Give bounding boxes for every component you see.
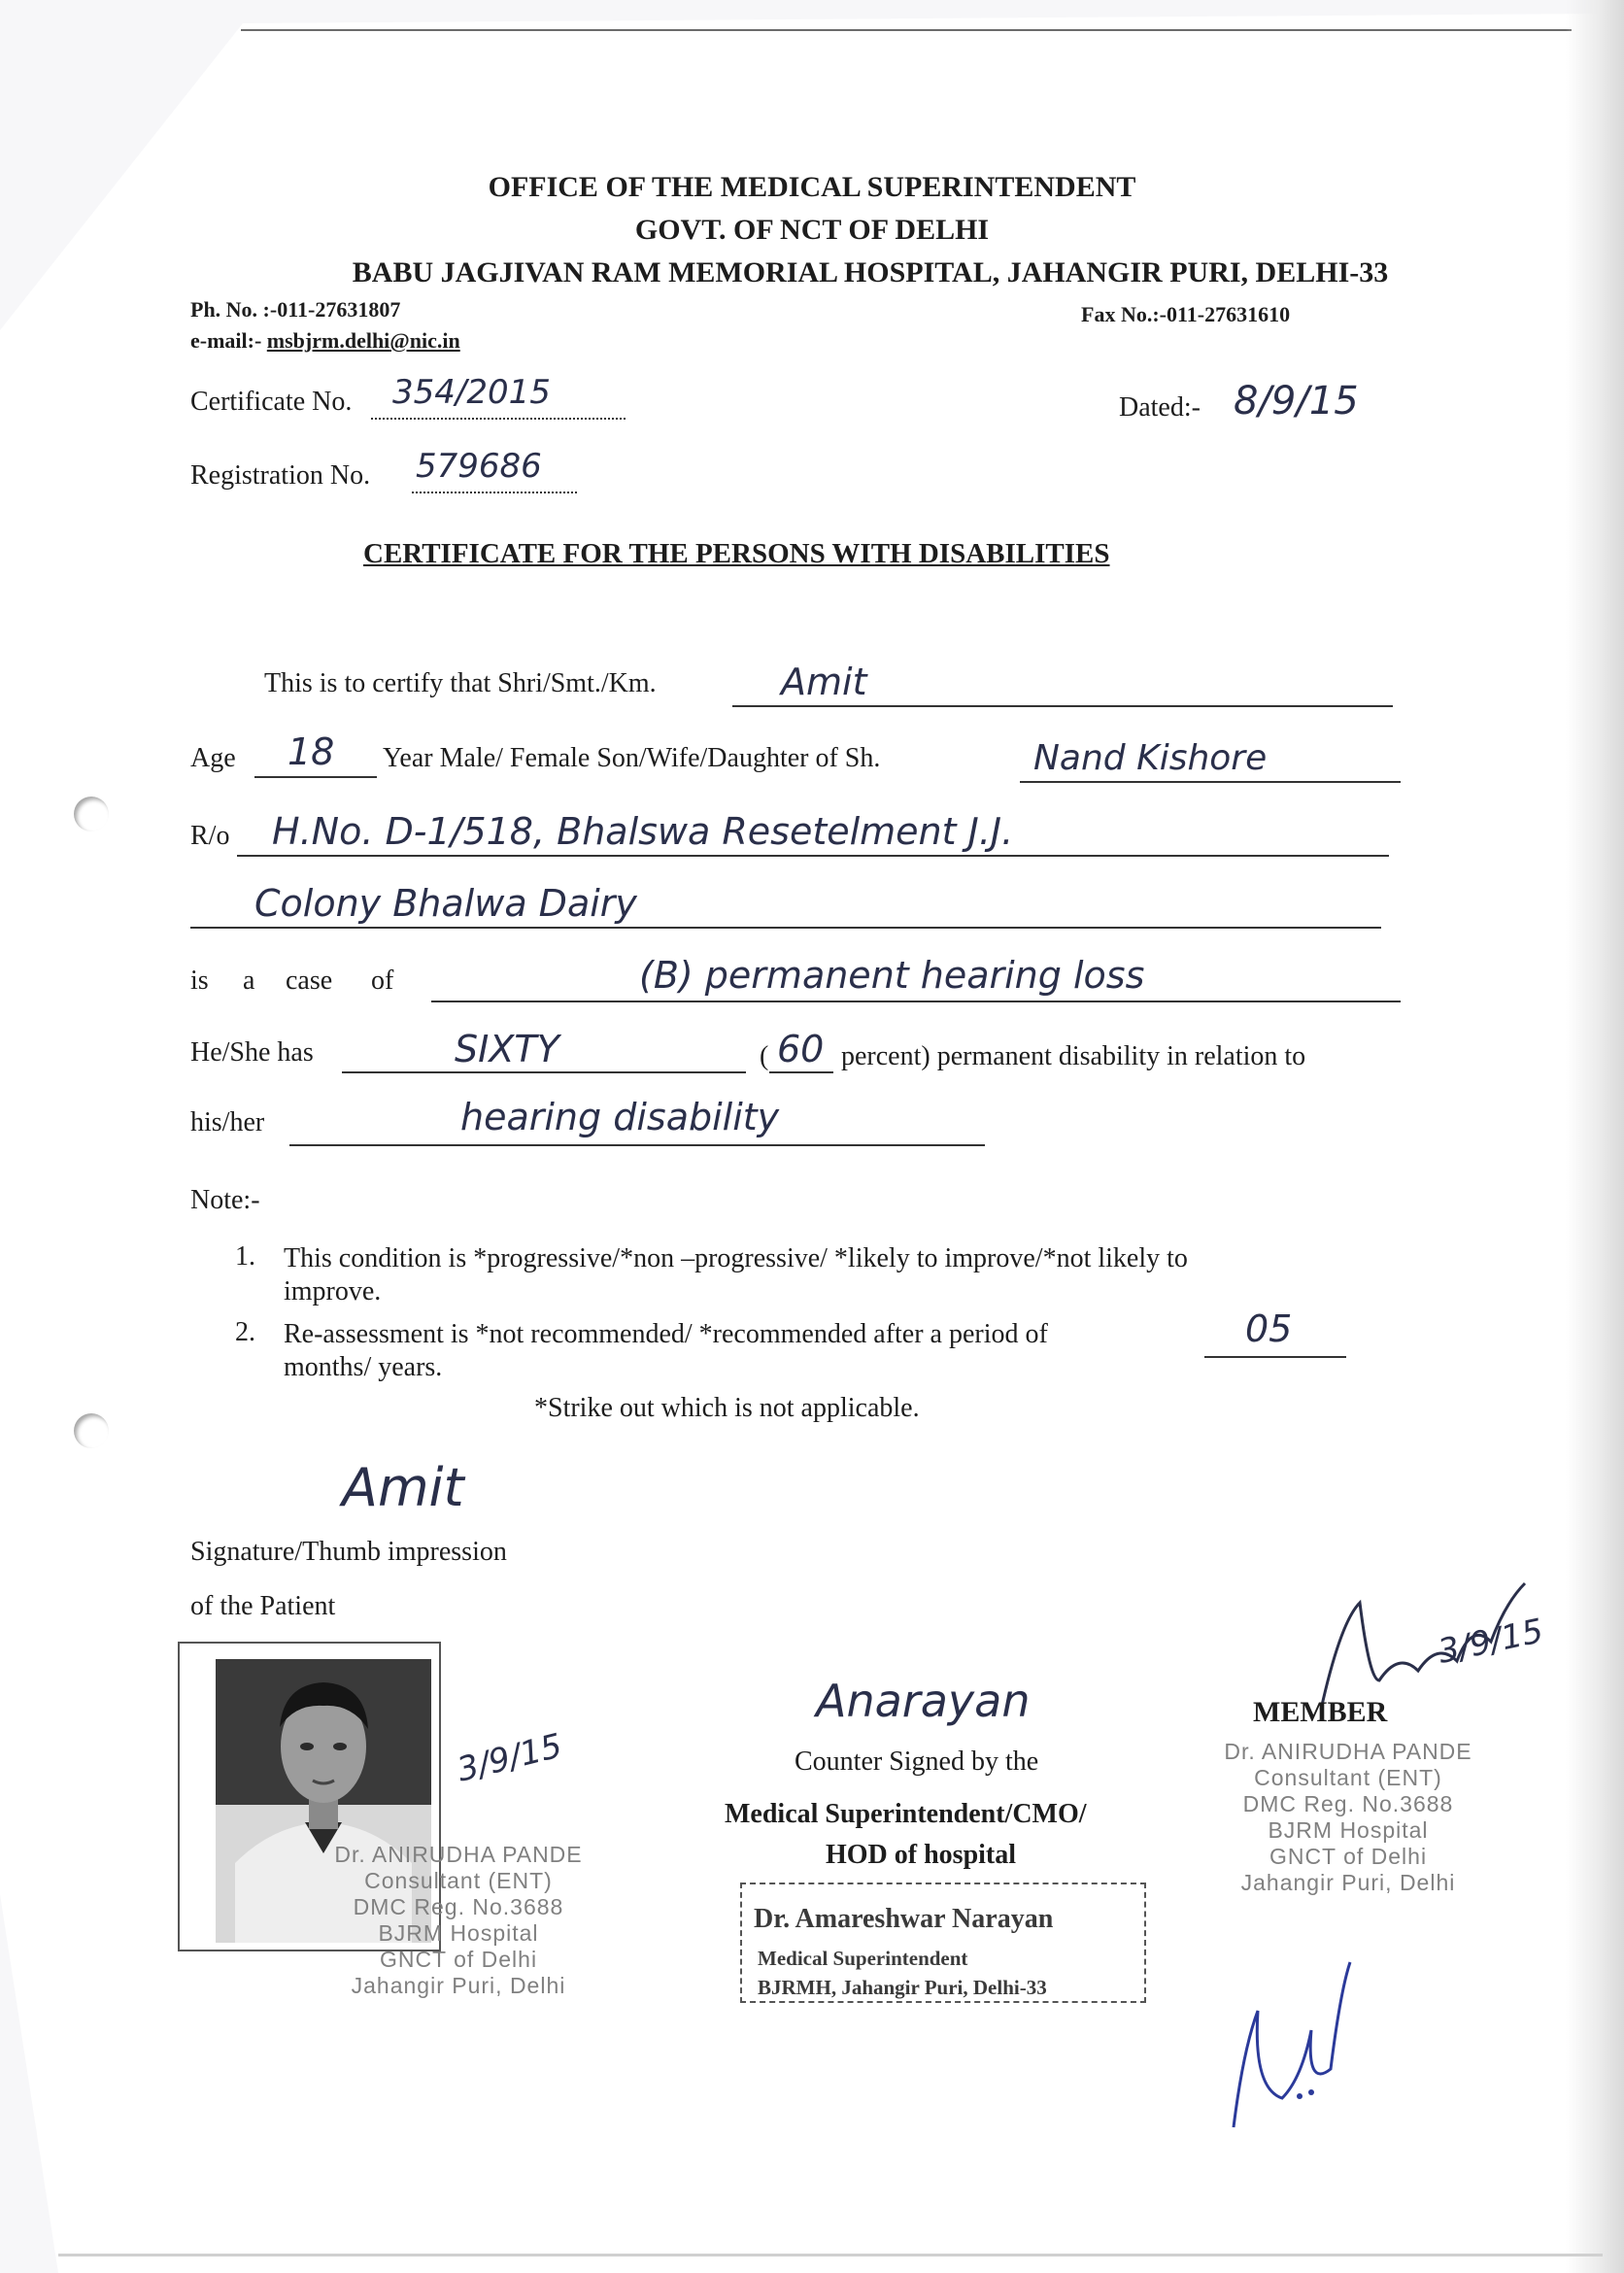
father-name: Nand Kishore bbox=[1033, 738, 1268, 778]
age-label: Age bbox=[190, 743, 236, 773]
punch-hole-top bbox=[74, 797, 109, 831]
age-line bbox=[254, 776, 377, 778]
member-stamp-line-5: GNCT of Delhi bbox=[1269, 1844, 1428, 1869]
percent-words-line bbox=[342, 1071, 746, 1073]
member-stamp-line-4: BJRM Hospital bbox=[1268, 1817, 1429, 1843]
superintendent-stamp-address: BJRMH, Jahangir Puri, Delhi-33 bbox=[758, 1976, 1047, 1999]
phone-number: Ph. No. :-011-27631807 bbox=[190, 297, 401, 322]
counter-designation: Medical Superintendent/CMO/ bbox=[725, 1799, 1087, 1829]
case-word-is: is bbox=[190, 966, 209, 996]
age-value: 18 bbox=[288, 730, 335, 773]
counter-hod-label: HOD of hospital bbox=[826, 1840, 1017, 1870]
certificate-number-label: Certificate No. bbox=[190, 387, 353, 417]
photo-stamp-line-1: Dr. ANIRUDHA PANDE bbox=[334, 1842, 583, 1867]
certify-text: This is to certify that Shri/Smt./Km. bbox=[264, 668, 657, 698]
note-2-period-value: 05 bbox=[1245, 1307, 1293, 1350]
certificate-title: CERTIFICATE FOR THE PERSONS WITH DISABILITIES bbox=[363, 538, 1110, 569]
relation-text: Year Male/ Female Son/Wife/Daughter of Sh. bbox=[383, 743, 881, 773]
note-2-line-2: months/ years. bbox=[284, 1352, 443, 1382]
has-label: He/She has bbox=[190, 1037, 314, 1068]
case-word-case: case bbox=[286, 966, 333, 996]
dated-label: Dated:- bbox=[1119, 392, 1201, 423]
member-stamp-line-2: Consultant (ENT) bbox=[1254, 1765, 1442, 1790]
relation-value: hearing disability bbox=[460, 1096, 780, 1138]
note-2-number: 2. bbox=[235, 1317, 255, 1347]
member-stamp-line-6: Jahangir Puri, Delhi bbox=[1240, 1870, 1456, 1895]
sheet-bottom-edge bbox=[58, 2254, 1603, 2256]
address-value-2: Colony Bhalwa Dairy bbox=[254, 882, 637, 925]
member-label: MEMBER bbox=[1253, 1696, 1388, 1728]
hisher-label: his/her bbox=[190, 1107, 265, 1137]
case-word-of: of bbox=[371, 966, 394, 996]
address-value-1: H.No. D-1/518, Bhalswa Resetelment J.J. bbox=[272, 810, 1014, 853]
sheet-top-edge bbox=[241, 29, 1572, 31]
sheet-right-shadow bbox=[1566, 0, 1624, 2273]
father-line bbox=[1020, 781, 1401, 783]
patient-signature-label-2: of the Patient bbox=[190, 1591, 336, 1621]
registration-value: 579686 bbox=[416, 447, 542, 486]
note-1-number: 1. bbox=[235, 1241, 255, 1272]
note-1-line-2: improve. bbox=[284, 1276, 382, 1306]
dated-value: 8/9/15 bbox=[1234, 379, 1359, 424]
case-value: (B) permanent hearing loss bbox=[639, 954, 1145, 997]
photo-signature-date: 3/9/15 bbox=[453, 1726, 566, 1790]
note-1-line-1: This condition is *progressive/*non –progressive/ *likely to improve/*not likely to bbox=[284, 1243, 1188, 1273]
ro-label: R/o bbox=[190, 821, 230, 851]
strike-note: *Strike out which is not applicable. bbox=[534, 1393, 920, 1423]
member-doctor-stamp bbox=[1193, 1739, 1504, 1896]
patient-name: Amit bbox=[781, 661, 867, 703]
registration-dots bbox=[412, 492, 577, 493]
certificate-number-dots bbox=[371, 418, 626, 420]
blue-initials-signature bbox=[1214, 1952, 1370, 2137]
photo-stamp-line-3: DMC Reg. No.3688 bbox=[353, 1894, 564, 1919]
photo-stamp-line-5: GNCT of Delhi bbox=[379, 1947, 538, 1972]
note-2-period-line bbox=[1204, 1356, 1346, 1358]
email-label: e-mail:- bbox=[190, 328, 262, 353]
govt-title: GOVT. OF NCT OF DELHI bbox=[634, 214, 990, 246]
superintendent-stamp-title: Medical Superintendent bbox=[758, 1947, 968, 1970]
name-line bbox=[732, 705, 1393, 707]
member-signature-date: 3/9/15 bbox=[1435, 1611, 1547, 1672]
photo-stamp-line-4: BJRM Hospital bbox=[378, 1920, 539, 1946]
case-word-a: a bbox=[243, 966, 255, 996]
address-line-2 bbox=[190, 927, 1381, 929]
photo-doctor-stamp bbox=[303, 1842, 614, 1999]
case-line bbox=[431, 1001, 1401, 1002]
patient-signature: Amit bbox=[342, 1457, 464, 1518]
percent-tail: percent) permanent disability in relation to bbox=[841, 1041, 1306, 1071]
punch-hole-bottom bbox=[74, 1413, 109, 1448]
email-link: msbjrm.delhi@nic.in bbox=[266, 328, 460, 353]
photo-stamp-line-6: Jahangir Puri, Delhi bbox=[351, 1973, 566, 1998]
superintendent-stamp-name: Dr. Amareshwar Narayan bbox=[754, 1904, 1054, 1934]
address-line-1 bbox=[237, 855, 1389, 857]
percent-open-paren: ( bbox=[760, 1041, 769, 1071]
office-title: OFFICE OF THE MEDICAL SUPERINTENDENT bbox=[488, 171, 1136, 203]
percent-number: 60 bbox=[777, 1028, 825, 1070]
percent-number-line bbox=[769, 1071, 833, 1073]
note-2-line-1: Re-assessment is *not recommended/ *recommended after a period of bbox=[284, 1319, 1048, 1349]
relation-line bbox=[289, 1144, 985, 1146]
hospital-title: BABU JAGJIVAN RAM MEMORIAL HOSPITAL, JAHANGIR PURI, DELHI-33 bbox=[352, 256, 1389, 288]
photo-stamp-line-2: Consultant (ENT) bbox=[364, 1868, 553, 1893]
certificate-number-value: 354/2015 bbox=[392, 373, 551, 412]
counter-signature: Anarayan bbox=[816, 1675, 1031, 1727]
fax-number: Fax No.:-011-27631610 bbox=[1081, 302, 1291, 326]
percent-words: SIXTY bbox=[455, 1028, 559, 1070]
patient-signature-label: Signature/Thumb impression bbox=[190, 1537, 507, 1567]
email-line bbox=[190, 328, 460, 354]
registration-label: Registration No. bbox=[190, 460, 371, 491]
note-label: Note:- bbox=[190, 1185, 260, 1215]
member-stamp-line-1: Dr. ANIRUDHA PANDE bbox=[1224, 1739, 1472, 1764]
member-stamp-line-3: DMC Reg. No.3688 bbox=[1242, 1791, 1454, 1816]
counter-signed-label: Counter Signed by the bbox=[795, 1747, 1039, 1777]
